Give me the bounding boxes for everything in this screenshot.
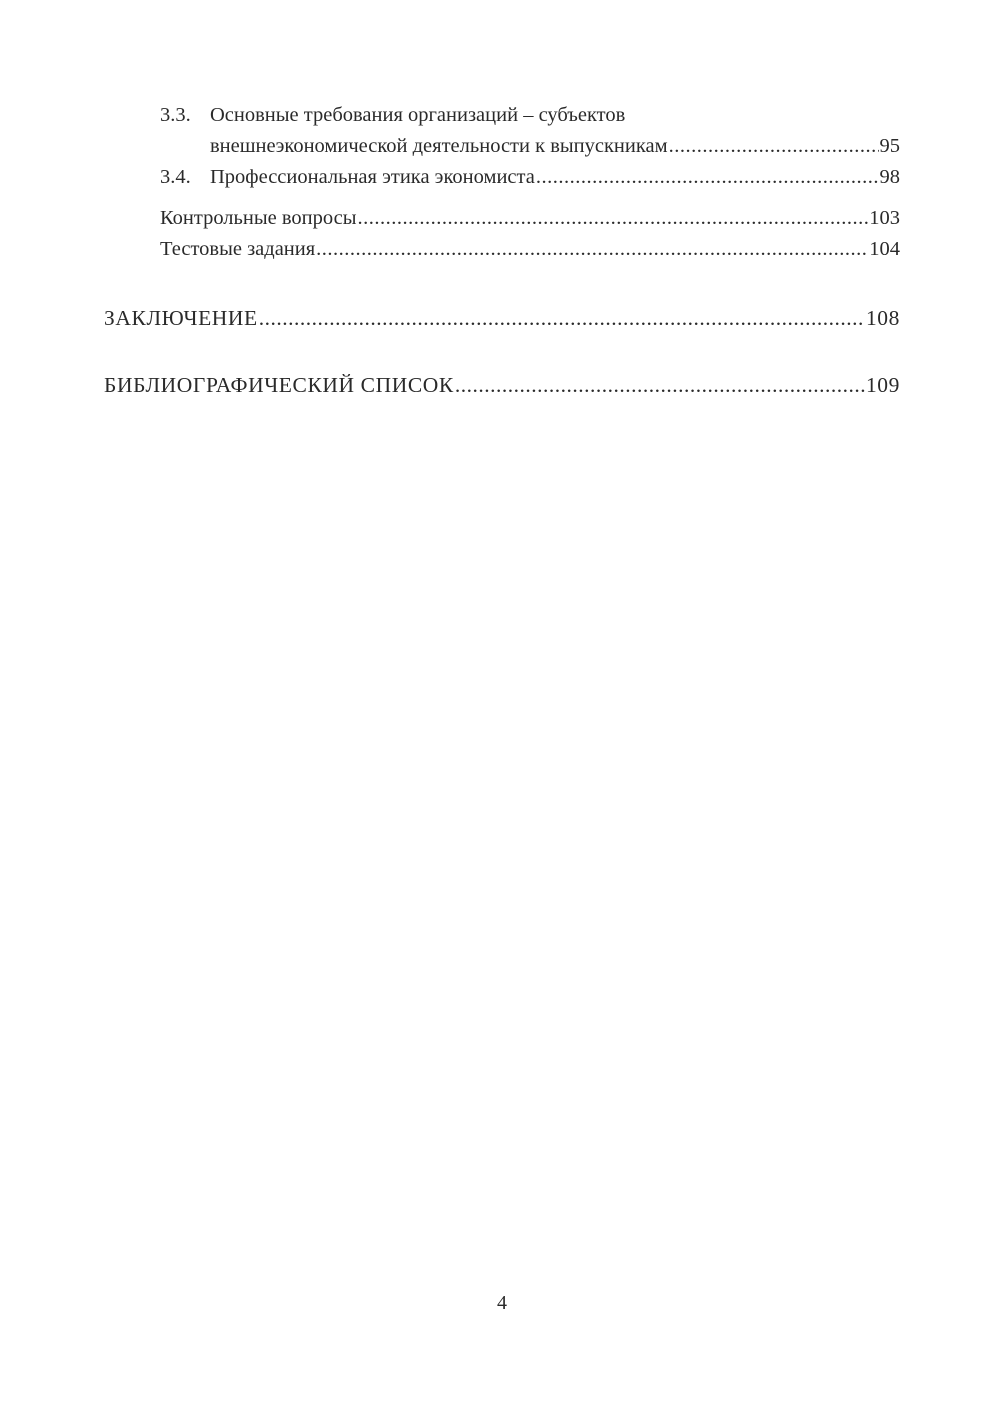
- toc-entry-line: [160, 100, 900, 131]
- section-title: Профессиональная этика экономиста: [210, 166, 535, 188]
- chapter-title: ЗАКЛЮЧЕНИЕ: [104, 306, 258, 330]
- dot-leader: [536, 162, 879, 193]
- page-reference: 98: [879, 166, 900, 188]
- section-title: Тестовые задания: [160, 238, 316, 260]
- toc-entry-test-tasks: [160, 234, 900, 265]
- dot-leader: [358, 203, 869, 234]
- toc-entry-bibliography: [104, 370, 900, 401]
- toc-entry-control-questions: [160, 203, 900, 234]
- toc-entry-line: [160, 203, 900, 234]
- toc-entry-line: [160, 131, 900, 162]
- dot-leader: [259, 303, 865, 334]
- page-reference: 109: [865, 373, 900, 397]
- toc-entry-conclusion: [104, 303, 900, 334]
- section-title: Основные требования организаций – субъектов: [210, 104, 626, 126]
- page-reference: 95: [879, 135, 900, 157]
- page-reference: 103: [869, 207, 900, 229]
- table-of-contents: [104, 100, 900, 401]
- toc-entry-line: [160, 162, 900, 193]
- toc-entry-line: [104, 303, 900, 334]
- section-title: Контрольные вопросы: [160, 207, 357, 229]
- toc-entry-line: [104, 370, 900, 401]
- dot-leader: [669, 131, 879, 162]
- dot-leader: [455, 370, 865, 401]
- toc-entry-3-3: [160, 100, 900, 162]
- toc-entry-line: [160, 234, 900, 265]
- page-reference: 104: [869, 238, 900, 260]
- page-reference: 108: [865, 306, 900, 330]
- toc-entry-3-4: [160, 162, 900, 193]
- page-number: 4: [497, 1292, 507, 1314]
- dot-leader: [316, 234, 868, 265]
- chapter-title: БИБЛИОГРАФИЧЕСКИЙ СПИСОК: [104, 373, 454, 397]
- section-number: 3.4.: [160, 166, 191, 188]
- section-title-continuation: внешнеэкономической деятельности к выпускникам: [210, 135, 668, 157]
- section-number: 3.3.: [160, 104, 191, 126]
